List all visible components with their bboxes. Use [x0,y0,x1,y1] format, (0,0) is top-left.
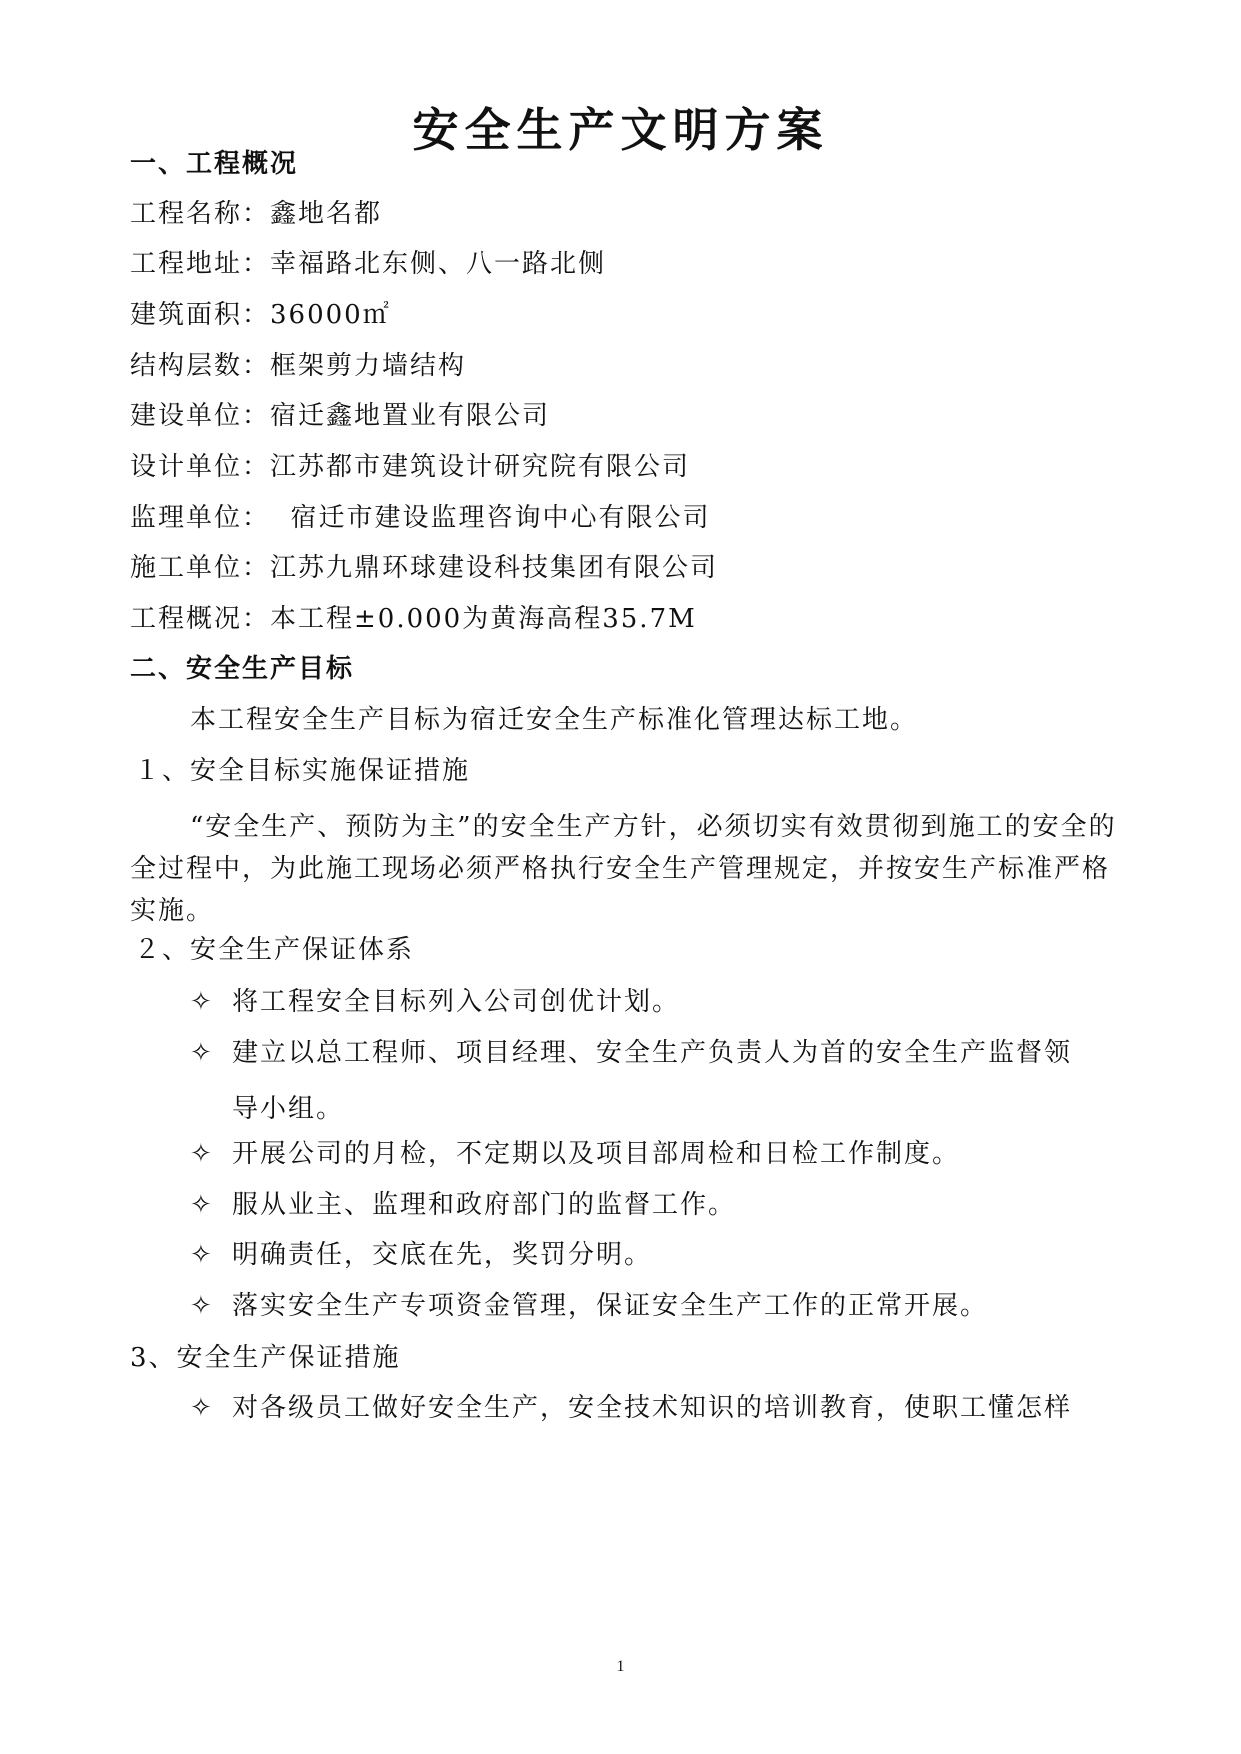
bullet-text: 将工程安全目标列入公司创优计划。 [232,987,681,1017]
info-structure: 结构层数：框架剪力墙结构 [130,351,467,381]
bullet-text: 开展公司的月检，不定期以及项目部周检和日检工作制度。 [232,1139,961,1169]
info-contractor: 施工单位：江苏九鼎环球建设科技集团有限公司 [130,553,719,583]
info-supervisor: 监理单位： 宿迁市建设监理咨询中心有限公司 [130,503,711,533]
info-designer: 设计单位：江苏都市建筑设计研究院有限公司 [130,452,691,482]
bullet-mark-icon: ✧ [190,1139,214,1169]
bullet-mark-icon: ✧ [190,1291,214,1321]
bullet-mark-icon: ✧ [190,1190,214,1220]
bullet-item [190,1227,1120,1283]
subheading-goal-measures: １、安全目标实施保证措施 [134,756,471,786]
safety-goal-intro: 本工程安全生产目标为宿迁安全生产标准化管理达标工地。 [190,705,919,735]
bullet-text-continued: 导小组。 [232,1094,345,1124]
subheading-guarantee-measures: 3、安全生产保证措施 [130,1343,401,1373]
bullet-text: 服从业主、监理和政府部门的监督工作。 [232,1190,737,1220]
info-project-address: 工程地址：幸福路北东侧、八一路北侧 [130,249,607,279]
bullet-mark-icon: ✧ [190,987,214,1017]
bullet-item [190,1380,1120,1436]
bullet-mark-icon: ✧ [190,1240,214,1270]
section-heading-overview: 一、工程概况 [130,149,299,179]
bullet-text: 对各级员工做好安全生产，安全技术知识的培训教育，使职工懂怎样 [232,1393,1073,1423]
bullet-item [190,1025,1120,1137]
page-number: 1 [616,1658,625,1675]
info-overview: 工程概况：本工程±0.000为黄海高程35.7M [130,604,697,634]
subheading-guarantee-system: ２、安全生产保证体系 [134,935,415,965]
info-project-name: 工程名称：鑫地名都 [130,199,383,229]
bullet-text: 明确责任，交底在先，奖罚分明。 [232,1240,653,1270]
bullet-item [190,1126,1120,1182]
bullet-mark-icon: ✧ [190,1393,214,1423]
bullet-item [190,1177,1120,1233]
info-building-area: 建筑面积：36000㎡ [130,300,391,330]
bullet-mark-icon: ✧ [190,1038,214,1068]
section-heading-safety-goal: 二、安全生产目标 [130,654,355,684]
bullet-item [190,1278,1120,1334]
bullet-text: 建立以总工程师、项目经理、安全生产负责人为首的安全生产监督领 [232,1038,1073,1068]
info-owner: 建设单位：宿迁鑫地置业有限公司 [130,401,551,431]
goal-measures-paragraph: “安全生产、预防为主”的安全生产方针，必须切实有效贯彻到施工的安全的全过程中，为此施工现场必须严格执行安全生产管理规定，并按安生产标准严格实施。 [130,812,1117,926]
bullet-text: 落实安全生产专项资金管理，保证安全生产工作的正常开展。 [232,1291,989,1321]
document-title: 安全生产文明方案 [412,103,829,157]
bullet-item [190,974,1120,1030]
